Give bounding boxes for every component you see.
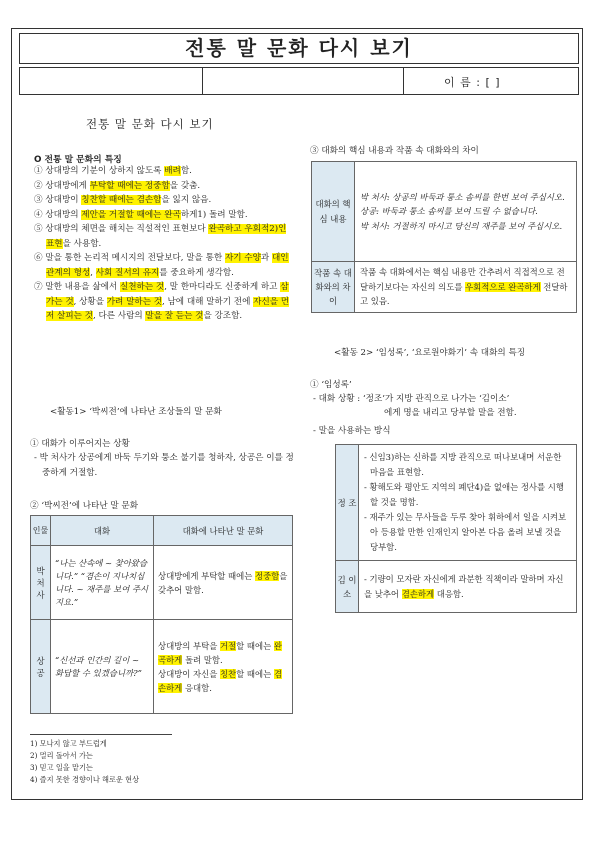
feature-item: ⑤ 상대방의 체면을 해치는 직설적인 표현보다 완곡하고 우회적2)인 표현을 사용함. [34,224,287,249]
method-line: - 말을 사용하는 방식 [313,426,391,436]
jeongjo-head: 정 조 [336,445,359,561]
features-list [34,164,292,324]
activity1-title: <활동1> ‘박씨전’에 나타난 조상들의 말 문화 [50,407,222,417]
feature-item: ① 상대방의 기분이 상하지 않도록 배려함. [34,166,192,176]
culture-table [30,515,293,714]
core-line: 박 처사: 거절하지 마시고 당신의 재주를 보여 주십시오. [360,220,563,231]
feature-item: ④ 상대방의 제안을 거절할 때에는 완곡하게1) 돌려 말함. [34,209,248,220]
feature-item: ⑦ 말한 내용을 삶에서 실천하는 것, 말 한마디라도 신중하게 하고 삼가는 것, 상황을 가려 말하는 것, 남에 대해 말하기 전에 자신을 먼저 살피는 것, 다른 사람의 말을 잘 듣는 것을 강조함. [34,282,290,321]
core-line: 상공: 바둑과 퉁소 솜씨를 보여 드릴 수 없습니다. [360,206,538,217]
footnote: 3) 믿고 일을 맡기는 [30,763,93,772]
footnote: 4) 즐지 못한 경향이나 해로운 현상 [30,775,140,784]
header-info-row [19,67,579,95]
activity2-sub1-title: ① ‘임성록’ [310,380,352,390]
worksheet-title: 전통 말 문화 다시 보기 [19,33,579,64]
footnote-divider [30,734,172,735]
situation-line2: 에게 명을 내리고 당부할 말을 전함. [384,408,517,418]
difference-text: 작품 속 대화에서는 핵심 내용만 간추려서 직접적으로 전달하기보다는 자신의 의도를 우회적으로 완곡하게 전달하고 있음. [355,262,577,313]
row-person: 상 공 [31,620,51,714]
activity2-title: <활동 2> ‘임성록’, ‘요로원야화기’ 속 대화의 특징 [334,348,526,358]
footnote: 1) 모나지 않고 부드럽게 [30,739,107,748]
table-row [31,546,293,620]
footnote: 2) 멀리 돌아서 가는 [30,751,93,760]
table-row [31,620,293,714]
situation-line1: - 대화 상황 : ‘정조’가 지방 관직으로 나가는 ‘김이소’ [313,394,510,404]
left-heading: 전통 말 문화 다시 보기 [86,117,214,131]
jeongjo-items [359,445,577,561]
table-header-person: 인물 [31,516,51,546]
core-content-lines [355,162,577,262]
row-person: 박 처 사 [31,546,51,620]
feature-item: ③ 상대방이 칭찬할 때에는 겸손함을 잃지 않음. [34,195,212,205]
table-header-culture: 대화에 나타난 말 문화 [154,516,293,546]
activity1-sub1-title: ① 대화가 이루어지는 상황 [30,439,130,449]
row-culture: 상대방의 부탁을 거절할 때에는 완곡하게 돌려 말함. 상대방이 자신을 칭찬할 때에는 겸손하게 응대함. [154,620,293,714]
jeongjo-item: - 황해도와 평안도 지역의 폐단4)을 없애는 정사를 시행할 것을 명함. [364,482,564,507]
sec3-title: ③ 대화의 핵심 내용과 작품 속 대화와의 차이 [310,146,479,156]
row-dialog: “나는 산속에 ~ 찾아왔습니다.” “겸손이 지나치십니다. ~ 재주를 보여 주시지요.” [51,546,154,620]
speech-method-table [335,444,577,613]
name-field-label: 이 름 : [ ] [444,76,501,89]
activity1-sub1-text: - 박 처사가 상공에게 바둑 두기와 퉁소 불기를 청하자, 상공은 이를 정중하게 거절함. [34,453,294,478]
header-cell-1 [20,68,203,94]
core-content-head: 대화의 핵심 내용 [312,162,355,262]
feature-item: ② 상대방에게 부탁할 때에는 정중함을 갖춤. [34,180,201,191]
core-content-table [311,161,577,313]
jeongjo-item: - 신임3)하는 신하를 지방 관직으로 떠나보내며 서운한 마음을 표현함. [364,452,562,477]
feature-item: ⑥ 말을 통한 논리적 메시지의 전달보다, 말을 통한 자기 수양과 대인 관계의 형성, 사회 질서의 유지를 중요하게 생각함. [34,253,289,278]
jeongjo-item: - 재주가 있는 무사들을 두루 찾아 휘하에서 일을 시켜보아 등용할 만한 인재인지 알아본 다음 올려 보낼 것을 당부함. [364,512,567,552]
core-line: 박 처사: 상공의 바둑과 퉁소 솜씨를 한번 보여 주십시오. [360,191,565,202]
kimiso-text: - 기량이 모자란 자신에게 과분한 직책이라 말하며 자신을 낮추어 겸손하게 대응함. [359,561,577,613]
features-section-title: O 전통 말 문화의 특징 [34,155,122,165]
row-dialog: “신선과 인간의 길이 ~ 화답할 수 있겠습니까?” [51,620,154,714]
activity1-sub2-title: ② ‘박씨전’에 나타난 말 문화 [30,501,139,511]
footnotes [30,738,139,786]
row-culture: 상대방에게 부탁할 때에는 정중함을 갖추어 말함. [154,546,293,620]
kimiso-head: 김 이 소 [336,561,359,613]
table-header-dialog: 대화 [51,516,154,546]
header-cell-2 [203,68,404,94]
difference-head: 작품 속 대화와의 차이 [312,262,355,313]
